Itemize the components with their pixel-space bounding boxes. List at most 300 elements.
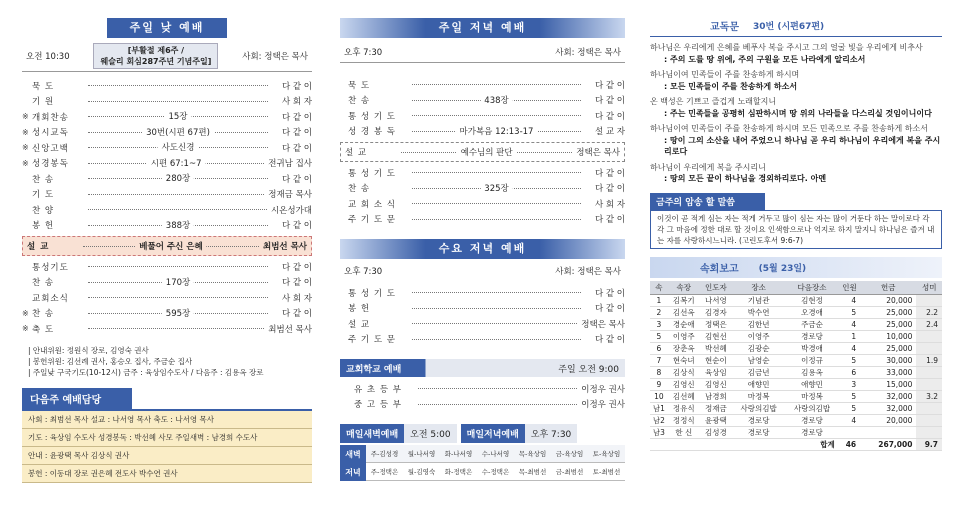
- table-cell: 김선옥: [668, 306, 700, 318]
- congregation-response: : 땅의 모든 끝이 하나님을 경외하리로다. 아멘: [664, 174, 827, 183]
- leader-dots: [88, 127, 268, 138]
- next-duty-title: 다음주 예배담당: [22, 388, 132, 409]
- table-cell: 7: [650, 354, 668, 366]
- column-header: 속장: [668, 281, 700, 295]
- column-header: 성미: [916, 281, 942, 295]
- leader-dots: [412, 95, 581, 106]
- memory-title: 금주의 암송 할 말씀: [650, 193, 765, 210]
- table-cell: 마정복: [785, 390, 838, 402]
- responsive-header: [650, 18, 942, 37]
- order-item-name: 찬 송: [32, 309, 55, 320]
- order-item-name: 찬 송: [32, 174, 55, 185]
- order-item: [340, 108, 625, 124]
- standing-mark: ※: [22, 112, 29, 122]
- congregation-response: : 모든 민족들이 주를 찬송하게 하소서: [664, 81, 798, 91]
- sunday-morning-title: 주일 낮 예배: [107, 18, 227, 38]
- order-item-leader: 다 같 이: [594, 184, 625, 195]
- order-item: [22, 275, 312, 291]
- table-cell: 10: [650, 390, 668, 402]
- order-item-leader: 다 같 이: [594, 288, 625, 299]
- order-item-leader: 다 같 이: [594, 80, 625, 91]
- order-item-name: 통성기도: [32, 262, 69, 273]
- order-item-name: 개회찬송: [32, 112, 69, 123]
- sunday-evening-host: 사회: 정택은 목사: [555, 48, 621, 58]
- daily-cell: 금-육상임: [551, 445, 588, 463]
- leader-line: 하나님은 우리에게 은혜를 베푸사 복을 주시고 그의 얼굴 빛을 우리에게 비추사: [650, 43, 923, 52]
- congregation-response: : 주는 민족들을 공평히 심판하시며 땅 위의 나라들을 다스리실 것임이니이다: [664, 108, 932, 118]
- sunday-morning-sermon: [22, 236, 312, 256]
- order-item-name: 교 회 소 식: [348, 199, 396, 210]
- sunday-evening-order: [340, 77, 625, 139]
- leader-dots: [412, 84, 581, 85]
- dawn-time: 오전 5:00: [404, 424, 456, 443]
- order-item-leader: 시온성가대: [270, 205, 312, 216]
- sermon-title: 예수님의 판단: [457, 146, 517, 158]
- order-item-leader: 다 같 이: [281, 174, 312, 185]
- order-item-name: 주 기 도 문: [348, 335, 396, 346]
- table-cell: 3.2: [916, 390, 942, 402]
- table-cell: 나서영: [700, 294, 732, 306]
- daily-row-label: 새벽: [340, 445, 366, 463]
- table-cell: 경로당: [732, 426, 785, 438]
- table-cell: 9: [650, 378, 668, 390]
- daily-header: [340, 424, 625, 442]
- daily-cell: 토-육상임: [588, 445, 625, 463]
- sermon-preacher: 최범선 목사: [262, 242, 307, 252]
- school-title: 교회학교 예배: [346, 364, 402, 375]
- leader-line: 온 백성은 기쁘고 즐겁게 노래할지니: [650, 97, 777, 106]
- table-cell: 육상임: [700, 366, 732, 378]
- table-row: [650, 306, 942, 318]
- table-cell: 경로당: [732, 414, 785, 426]
- congregation-response: : 주의 도를 땅 위에, 주의 구원을 모든 나라에게 알리소서: [664, 54, 866, 64]
- sunday-morning-header: [22, 40, 312, 72]
- wednesday-host: 사회: 정택은 목사: [555, 267, 621, 277]
- column-header: 인원: [839, 281, 860, 295]
- leader-dots: [88, 194, 264, 195]
- memory-verse: 이것이 곧 적게 심는 자는 적게 거두고 많이 심는 자는 많이 거둔다 하는 말이로다 각각 그 마음에 정한 대로 할 것이요 인색함으로나 억지로 하지 말지니 하나님은 즐겨 내는 자를 사랑하시느니라. (고린도후서 9:6-7): [650, 210, 942, 249]
- congregation-response: : 땅이 그의 소산을 내어 주었으니 하나님 곧 우리 하나님이 우리에게 복을 주시리로다: [664, 135, 941, 156]
- table-cell: [916, 330, 942, 342]
- sunday-morning-host: 사회: 정택은 목사: [242, 51, 308, 62]
- order-item: [22, 140, 312, 156]
- note-line: | 안내위원: 정원식 장로, 김영숙 권사: [28, 345, 149, 355]
- order-item-leader: 정재금 목사: [268, 190, 312, 201]
- leader-dots: [418, 388, 577, 389]
- table-cell: 20,000: [860, 414, 916, 426]
- table-cell: 남영순: [732, 354, 785, 366]
- table-cell: 남3: [650, 426, 668, 438]
- order-item: [22, 218, 312, 234]
- order-item-detail: 30번(시편 67편): [142, 126, 214, 138]
- table-cell: 5: [839, 354, 860, 366]
- sermon-title: 베풀어 주신 은혜: [135, 240, 206, 252]
- order-item-name: 묵 도: [32, 81, 55, 92]
- order-item: [354, 381, 625, 397]
- daily-row: [366, 445, 625, 463]
- table-cell: 박경애: [785, 342, 838, 354]
- table-cell: 김현선: [700, 330, 732, 342]
- daily-cell: 목-최범선: [514, 463, 551, 481]
- responsive-reading: [650, 42, 942, 185]
- table-row: [650, 402, 942, 414]
- theme-line1: [부활절 제6주 /: [127, 45, 185, 55]
- table-row: [650, 414, 942, 426]
- standing-mark: ※: [22, 127, 29, 137]
- leader-dots: [88, 143, 268, 154]
- table-cell: 이정규: [785, 354, 838, 366]
- table-cell: [839, 426, 860, 438]
- order-item-name: 신앙고백: [32, 143, 69, 154]
- order-item-leader: 다 같 이: [281, 278, 312, 289]
- table-cell: 장춘옥: [668, 342, 700, 354]
- order-item-leader: 다 같 이: [281, 309, 312, 320]
- table-cell: 남경희: [700, 390, 732, 402]
- table-header-row: [650, 281, 942, 295]
- order-item: [22, 109, 312, 125]
- table-cell: 20,000: [860, 294, 916, 306]
- school-time: 주일 오전 9:00: [558, 364, 619, 375]
- daily-cell: 월-나서영: [403, 445, 440, 463]
- table-row: [650, 354, 942, 366]
- evening-panel: [340, 18, 625, 481]
- order-item-name: 유 초 등 부: [354, 384, 402, 395]
- sunday-evening-time: 오후 7:30: [344, 48, 383, 58]
- table-cell: 애향민: [732, 378, 785, 390]
- column-header: 장소: [732, 281, 785, 295]
- readings-panel: [650, 18, 942, 451]
- order-item-name: 찬 양: [32, 205, 55, 216]
- leader-dots: [88, 112, 268, 123]
- order-item: [340, 181, 625, 197]
- order-item: [340, 285, 625, 301]
- order-item-name: 봉 헌: [348, 304, 371, 315]
- next-duty-box: [22, 409, 312, 483]
- standing-mark: ※: [22, 158, 29, 168]
- daily-cell: 토-최범선: [588, 463, 625, 481]
- table-cell: 5: [650, 330, 668, 342]
- table-cell: 경로당: [785, 414, 838, 426]
- total-cell: 46: [839, 438, 860, 450]
- leader-dots: [412, 308, 581, 309]
- leader-dots: [412, 292, 581, 293]
- leader-dots: [412, 203, 581, 204]
- order-item: [340, 124, 625, 140]
- table-cell: 정정식: [668, 414, 700, 426]
- table-cell: 2.4: [916, 318, 942, 330]
- table-cell: 박선혜: [700, 342, 732, 354]
- daily-cell: 주-정택은: [366, 463, 403, 481]
- leader-dots: [88, 174, 268, 185]
- leader-dots: [412, 339, 581, 340]
- order-item-leader: 다 같 이: [594, 215, 625, 226]
- cell-report-date: (5월 23일): [758, 263, 807, 274]
- total-cell: 합계: [650, 438, 839, 450]
- order-item-name: 통 성 기 도: [348, 288, 396, 299]
- duty-line: 사회 : 최범선 목사 설교 : 나서영 목사 축도 : 나서영 목사: [22, 411, 312, 429]
- order-item: [340, 165, 625, 181]
- table-cell: 4: [839, 318, 860, 330]
- daily-cell: 주-김성경: [366, 445, 403, 463]
- table-cell: [916, 342, 942, 354]
- table-cell: 15,000: [860, 378, 916, 390]
- table-cell: [916, 402, 942, 414]
- table-cell: [916, 294, 942, 306]
- leader-dots: [418, 404, 577, 405]
- standing-mark: ※: [22, 308, 29, 318]
- sermon-label: 설 교: [27, 242, 50, 252]
- standing-mark: ※: [22, 143, 29, 153]
- order-item: [22, 202, 312, 218]
- leader-dots: [88, 328, 264, 329]
- leader-dots: [412, 183, 581, 194]
- order-item-leader: 이정우 권사: [581, 400, 625, 411]
- table-cell: 경순애: [668, 318, 700, 330]
- order-item-leader: 다 같 이: [281, 262, 312, 273]
- order-item: [22, 78, 312, 94]
- school-order: [340, 381, 625, 412]
- order-item-detail: 15장: [164, 110, 191, 122]
- order-item-leader: 다 같 이: [281, 128, 312, 139]
- table-cell: 6: [650, 342, 668, 354]
- table-cell: 1: [650, 294, 668, 306]
- dawn-title: 매일새벽예배: [340, 424, 404, 443]
- note-line: | 봉헌위원: 김선례 권사, 홍승오 집사, 주금순 집사: [28, 356, 193, 366]
- order-item-leader: 다 같 이: [281, 143, 312, 154]
- table-row: [650, 390, 942, 402]
- table-cell: 이영주: [732, 330, 785, 342]
- table-cell: 4: [839, 414, 860, 426]
- table-cell: 김한년: [732, 318, 785, 330]
- order-item: [354, 397, 625, 413]
- leader-dots: [88, 297, 268, 298]
- table-cell: 김영신: [668, 378, 700, 390]
- table-cell: 25,000: [860, 342, 916, 354]
- table-cell: 남1: [650, 402, 668, 414]
- table-cell: 마정복: [732, 390, 785, 402]
- order-item-leader: 다 같 이: [594, 335, 625, 346]
- table-cell: 현숙녀: [668, 354, 700, 366]
- order-item: [22, 187, 312, 203]
- theme-box: [93, 43, 218, 69]
- table-cell: 정유식: [668, 402, 700, 414]
- table-cell: 정택은: [700, 318, 732, 330]
- leader-dots: [412, 219, 581, 220]
- table-cell: 오경애: [785, 306, 838, 318]
- table-cell: 33,000: [860, 366, 916, 378]
- order-item: [22, 306, 312, 322]
- order-item-detail: 사도신경: [158, 141, 199, 153]
- order-item: [22, 171, 312, 187]
- table-cell: 32,000: [860, 390, 916, 402]
- order-item: [340, 316, 625, 332]
- daily-row-label: 저녁: [340, 463, 366, 481]
- order-item-name: 성시교독: [32, 128, 69, 139]
- table-cell: 현순이: [700, 354, 732, 366]
- order-item-name: 성경봉독: [32, 159, 69, 170]
- sunday-morning-panel: [22, 18, 312, 483]
- responsive-title: 교독문: [710, 22, 739, 33]
- order-item: [340, 196, 625, 212]
- daily-cell: 금-최범선: [551, 463, 588, 481]
- order-item-leader: 다 같 이: [594, 96, 625, 107]
- order-item-leader: 다 같 이: [281, 81, 312, 92]
- sunday-morning-order: [22, 78, 312, 233]
- order-item: [22, 125, 312, 141]
- theme-line2: 웨슬리 회심287주년 기념주일]: [100, 56, 212, 66]
- table-cell: [916, 378, 942, 390]
- total-cell: 9.7: [916, 438, 942, 450]
- order-item: [22, 156, 312, 172]
- leader-dots: [88, 308, 268, 319]
- table-cell: 경로당: [785, 426, 838, 438]
- order-item-leader: 최범선 목사: [268, 324, 312, 335]
- leader-dots: [88, 85, 268, 86]
- table-cell: 4: [839, 342, 860, 354]
- table-cell: 3: [650, 318, 668, 330]
- order-item: [340, 77, 625, 93]
- order-item-leader: 사 회 자: [594, 199, 625, 210]
- order-item: [340, 332, 625, 348]
- order-item-leader: 다 같 이: [281, 112, 312, 123]
- table-row: [650, 318, 942, 330]
- order-item-name: 찬 송: [348, 184, 371, 195]
- daily-cell: 화-나서영: [440, 445, 477, 463]
- table-cell: 1.9: [916, 354, 942, 366]
- table-cell: [916, 414, 942, 426]
- table-cell: 김현정: [785, 294, 838, 306]
- order-item-detail: 시편 67:1~7: [147, 157, 206, 169]
- order-item-name: 찬 송: [32, 278, 55, 289]
- table-row: [650, 342, 942, 354]
- order-item: [22, 259, 312, 275]
- table-cell: 김금년: [732, 366, 785, 378]
- sunday-morning-order-after: [22, 259, 312, 337]
- order-item-name: 설 교: [348, 319, 371, 330]
- leader-dots: [88, 101, 268, 102]
- order-item-name: 기 원: [32, 97, 55, 108]
- responsive-ref: 30번 (시편67편): [752, 22, 825, 32]
- table-cell: 25,000: [860, 306, 916, 318]
- order-item-detail: 388장: [162, 219, 194, 231]
- table-cell: [916, 366, 942, 378]
- cell-report-title: 속회보고: [700, 263, 739, 275]
- order-item-name: 교회소식: [32, 293, 69, 304]
- note-line: | 주일낮 구국기도(10-12시) 금주 : 육상임수도사 / 다음주 : 김용옥 장로: [28, 367, 264, 377]
- order-item-detail: 325장: [480, 182, 512, 194]
- sunday-morning-time: 오전 10:30: [26, 51, 70, 62]
- table-cell: 8: [650, 366, 668, 378]
- table-cell: 2.2: [916, 306, 942, 318]
- order-item: [22, 290, 312, 306]
- table-cell: 1: [839, 330, 860, 342]
- table-cell: 정재금: [700, 402, 732, 414]
- table-cell: 김성경: [700, 426, 732, 438]
- duty-line: 안내 : 윤광택 목사 김상식 권사: [22, 447, 312, 465]
- duty-line: 봉헌 : 이동대 장로 권은혜 전도사 박수연 권사: [22, 465, 312, 483]
- table-cell: 김상식: [668, 366, 700, 378]
- table-cell: 32,000: [860, 402, 916, 414]
- table-row: [650, 378, 942, 390]
- daily-cell: 수-나서영: [477, 445, 514, 463]
- table-cell: 30,000: [860, 354, 916, 366]
- leader-dots: [88, 277, 268, 288]
- table-cell: 윤광택: [700, 414, 732, 426]
- daily-row: [366, 463, 625, 481]
- cell-report-table: [650, 281, 942, 451]
- table-cell: 6: [839, 366, 860, 378]
- order-item-name: 통 성 기 도: [348, 111, 396, 122]
- sunday-morning-notes: [22, 345, 312, 378]
- sermon-label: 설 교: [345, 148, 368, 158]
- column-header: 인도자: [700, 281, 732, 295]
- order-item-leader: 사 회 자: [281, 97, 312, 108]
- order-item-name: 주 기 도 문: [348, 215, 396, 226]
- table-cell: 사랑의김밥: [732, 402, 785, 414]
- sunday-evening-order-after: [340, 165, 625, 227]
- order-item-leader: 다 같 이: [281, 221, 312, 232]
- wednesday-order: [340, 285, 625, 347]
- standing-mark: ※: [22, 324, 29, 334]
- school-header: [340, 359, 625, 377]
- table-cell: 김경자: [700, 306, 732, 318]
- order-item-leader: 다 같 이: [594, 111, 625, 122]
- leader-line: 하나님이 우리에게 복을 주시리니: [650, 162, 766, 172]
- order-item: [340, 301, 625, 317]
- table-cell: 기념관: [732, 294, 785, 306]
- sunday-evening-sermon: [340, 142, 625, 162]
- order-item-detail: 438장: [480, 94, 512, 106]
- daily-cell: 수-정택은: [477, 463, 514, 481]
- table-cell: 5: [839, 306, 860, 318]
- leader-dots: [88, 209, 267, 210]
- daily-cell: 화-정택은: [440, 463, 477, 481]
- sunday-evening-title: 주일 저녁 예배: [340, 18, 625, 38]
- leader-line: 하나님이여 민족들이 주를 찬송하게 하시며: [650, 70, 800, 79]
- leader-dots: [88, 158, 264, 169]
- order-item-name: 축 도: [32, 324, 55, 335]
- table-cell: 김광순: [732, 342, 785, 354]
- order-item-name: 중 고 등 부: [354, 400, 402, 411]
- table-row: [650, 366, 942, 378]
- table-cell: 5: [839, 390, 860, 402]
- evening-time: 오후 7:30: [525, 424, 577, 443]
- order-item-leader: 정택은 목사: [581, 319, 625, 330]
- table-cell: 2: [650, 306, 668, 318]
- table-cell: 5: [839, 402, 860, 414]
- sunday-evening-header: [340, 42, 625, 63]
- table-cell: 사랑의김밥: [785, 402, 838, 414]
- order-item-name: 통 성 기 도: [348, 168, 396, 179]
- table-cell: 박수연: [732, 306, 785, 318]
- order-item: [340, 93, 625, 109]
- order-item-detail: 595장: [162, 307, 194, 319]
- order-item-name: 봉 헌: [32, 221, 55, 232]
- order-item-detail: 280장: [162, 172, 194, 184]
- leader-dots: [412, 172, 581, 173]
- order-item-name: 기 도: [32, 190, 55, 201]
- table-body: [650, 294, 942, 450]
- table-cell: 이영주: [668, 330, 700, 342]
- table-cell: 25,000: [860, 318, 916, 330]
- leader-dots: [412, 323, 577, 324]
- table-cell: 남2: [650, 414, 668, 426]
- column-header: 다음장소: [785, 281, 838, 295]
- leader-dots: [88, 220, 268, 231]
- wednesday-header: [340, 261, 625, 281]
- table-cell: 한 신: [668, 426, 700, 438]
- order-item-leader: 다 같 이: [594, 304, 625, 315]
